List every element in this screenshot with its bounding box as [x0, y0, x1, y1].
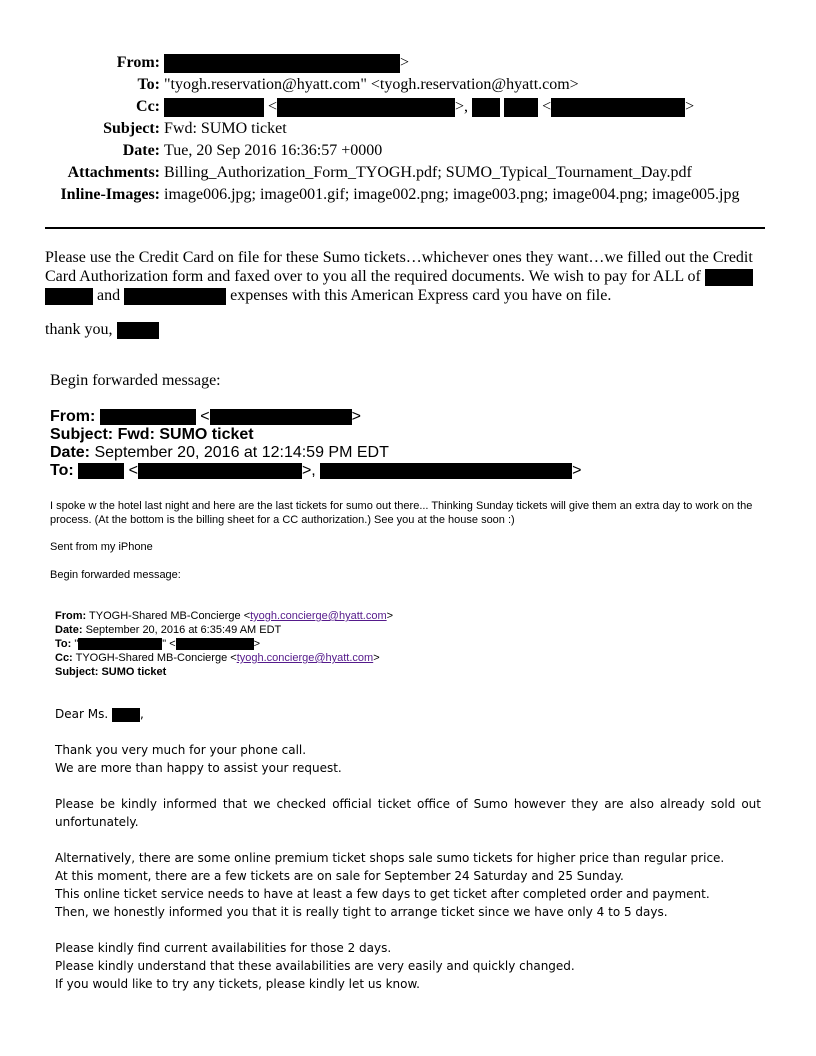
header-divider: [45, 227, 765, 229]
fwd1-date-row: Date: September 20, 2016 at 12:14:59 PM EDT: [50, 444, 389, 461]
redacted-block: [277, 98, 455, 117]
redacted-block: [320, 463, 572, 479]
begin-forwarded-label-2: Begin forwarded message:: [50, 569, 181, 581]
redacted-block: [78, 638, 162, 650]
redacted-block: [45, 288, 93, 305]
attachments-row: [0, 162, 816, 184]
letter-line: Thank you very much for your phone call.: [55, 743, 307, 757]
forwarded-header-1: [50, 408, 582, 480]
redacted-block: [78, 463, 124, 479]
redacted-block: [164, 98, 264, 117]
body-paragraph: Please use the Credit Card on file for these Sumo tickets…whichever ones they want…we filled out the Credit Card Authorization form and faxed over to you all the required documents. We wish to pay for ALL of and expenses with this American Express card you have on file.: [45, 249, 753, 304]
letter-line: Please kindly find current availabilities for those 2 days.: [55, 941, 392, 955]
fwd2-cc-row: Cc: TYOGH-Shared MB-Concierge <tyogh.concierge@hyatt.com>: [55, 652, 380, 664]
subject-row: [0, 118, 816, 140]
greeting: Dear Ms. ,: [55, 707, 144, 721]
cc-label: Cc:: [136, 98, 160, 115]
inline-images-label: Inline-Images:: [60, 186, 160, 203]
fwd1-subject-row: Subject: Fwd: SUMO ticket: [50, 426, 254, 443]
fwd1-from-row: From: < >: [50, 408, 361, 425]
iphone-signature: Sent from my iPhone: [50, 541, 153, 553]
letter-line: At this moment, there are a few tickets are on sale for September 24 Saturday and 25 Sunday.: [55, 869, 624, 883]
inline-images-value: image006.jpg; image001.gif; image002.png; image003.png; image004.png; image005.jpg: [164, 186, 740, 203]
date-row: [0, 140, 816, 162]
redacted-block: [138, 463, 302, 479]
redacted-block: [124, 288, 226, 305]
fwd1-to-row: To: < >, >: [50, 462, 582, 479]
redacted-block: [117, 322, 159, 339]
letter-line: If you would like to try any tickets, please kindly let us know.: [55, 977, 420, 991]
date-label: Date:: [122, 142, 160, 159]
letter-line: Then, we honestly informed you that it is really tight to arrange ticket since we have only 4 to 5 days.: [55, 905, 668, 919]
subject-value: Fwd: SUMO ticket: [164, 120, 287, 137]
forwarded-header-2: [55, 609, 393, 679]
to-value: "tyogh.reservation@hyatt.com" <tyogh.reservation@hyatt.com>: [164, 76, 579, 93]
fwd2-to-row: To: " " < >: [55, 638, 261, 650]
redacted-block: [504, 98, 538, 117]
attachments-value: Billing_Authorization_Form_TYOGH.pdf; SUMO_Typical_Tournament_Day.pdf: [164, 164, 692, 181]
letter-line: Please kindly understand that these availabilities are very easily and quickly changed.: [55, 959, 575, 973]
letter-line: This online ticket service needs to have at least a few days to get ticket after completed order and payment.: [55, 887, 710, 901]
date-value: Tue, 20 Sep 2016 16:36:57 +0000: [164, 142, 383, 159]
redacted-block: [210, 409, 352, 425]
inline-images-row: [0, 184, 816, 206]
redacted-block: [472, 98, 500, 117]
fwd2-date-row: Date: September 20, 2016 at 6:35:49 AM EDT: [55, 624, 282, 636]
redacted-block: [551, 98, 685, 117]
redacted-block: [112, 708, 140, 722]
forwarded-message-1: I spoke w the hotel last night and here are the last tickets for sumo out there... Thinking Sunday tickets will give them an extra day to work on the process. (At the bottom is the billing sheet for a CC authorization.) See you at the house soon :): [50, 500, 753, 526]
letter-line: Alternatively, there are some online premium ticket shops sale sumo tickets for higher price than regular price.: [55, 851, 725, 865]
attachments-label: Attachments:: [67, 164, 160, 181]
letter-line: We are more than happy to assist your request.: [55, 761, 342, 775]
thanks-line: thank you,: [45, 320, 159, 339]
redacted-block: [164, 54, 400, 73]
fwd2-from-row: From: TYOGH-Shared MB-Concierge <tyogh.concierge@hyatt.com>: [55, 610, 394, 622]
concierge-email-link[interactable]: tyogh.concierge@hyatt.com: [250, 610, 387, 622]
to-label: To:: [137, 76, 160, 93]
redacted-block: [176, 638, 254, 650]
concierge-letter: [55, 705, 761, 993]
redacted-block: [100, 409, 196, 425]
subject-label: Subject:: [103, 120, 160, 137]
from-label: From:: [116, 54, 160, 71]
begin-forwarded-label: Begin forwarded message:: [50, 372, 221, 389]
cc-row: Cc: < >, < >: [0, 96, 816, 118]
from-row: From: >: [0, 52, 816, 74]
letter-paragraph: Please be kindly informed that we checked official ticket office of Sumo however they are also already sold out unfortunately.: [55, 797, 761, 829]
fwd2-subject-row: Subject: SUMO ticket: [55, 666, 167, 678]
to-row: [0, 74, 816, 96]
email-header: [0, 52, 816, 206]
concierge-email-link[interactable]: tyogh.concierge@hyatt.com: [236, 652, 374, 664]
redacted-block: [705, 269, 753, 286]
